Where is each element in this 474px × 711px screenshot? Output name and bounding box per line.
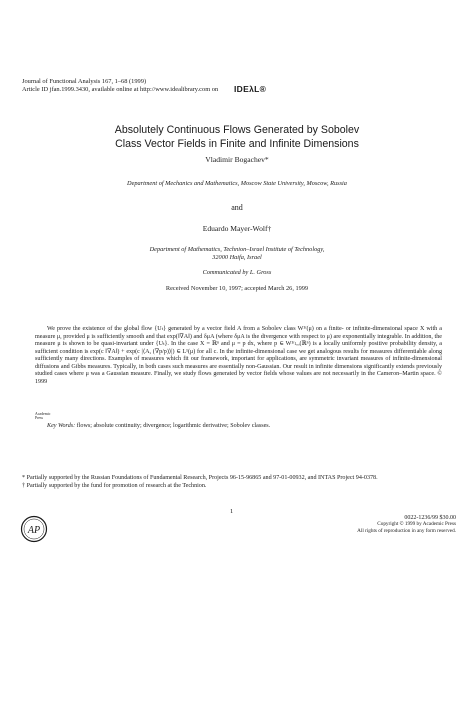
footnote-1: * Partially supported by the Russian Foundations of Fundamental Research, Projects 96-15-96865 and 97-01-00932, and INTAS Project 94-0378. (22, 475, 378, 481)
copyright-line: Copyright © 1999 by Academic Press (377, 521, 456, 528)
press-mark-line-1: Academic (35, 412, 51, 416)
affiliation-2-line-1: Department of Mathematics, Technion–Israel Institute of Technology, (149, 246, 325, 253)
academic-press-mark (35, 412, 50, 421)
page-number: 1 (230, 508, 234, 515)
journal-header (22, 78, 322, 94)
keywords (35, 423, 442, 431)
copyright-block (318, 515, 456, 534)
communicated-by: Communicated by L. Gross (202, 269, 272, 276)
abstract: We prove the existence of the global flow {Uₜ} generated by a vector field A from a Sobolev class W¹ʳ(μ) on a finite- or infinite-dimensional space X with a measure μ, provided μ is sufficiently smooth and that exp(‖∇A‖) and δμA (where δμA is the divergence with respect to μ) are exponentially integrable. In addition, the measure μ is shown to be quasi-invariant under {Uₜ}. In the case X = ℝⁿ and μ = p dx, where p ∈ W¹ʳₗₒₒ(ℝⁿ) is a locally uniformly positive probability density, a sufficient condition is exp(c ‖∇A‖) + exp(c |⟨A, (∇p/p)⟩|) ∈ L¹(μ) for all c. In the infinite-dimensional case we get analogous results for measures differentiable along sufficiently many directions. Examples of measures which fit our framework, important for applications, are symmetric invariant measures of infinite-dimensional diffusions and Gibbs measures. Typically, in both cases such measures are essentially non-Gaussian. Our result in infinite dimensions significantly extends previously studied cases where μ was a Gaussian measure. Finally, we study flows generated by vector fields whose values are not necessarily in the Cameron–Martin space. © 1999 (35, 326, 442, 385)
title-line-1: Absolutely Continuous Flows Generated by Sobolev (114, 124, 360, 136)
author-2: Eduardo Mayer-Wolf† (202, 224, 272, 233)
keywords-text: flows; absolute continuity; divergence; logarithmic derivative; Sobolev classes. (75, 423, 271, 429)
publisher-logo-letters: AP (27, 525, 41, 536)
press-mark-line-2: Press (35, 416, 44, 421)
affiliation-2 (22, 246, 452, 262)
keywords-label: Key Words: (47, 423, 76, 429)
received-dates: Received November 10, 1997; accepted March 26, 1999 (165, 285, 309, 292)
author-1: Vladimir Bogachev* (205, 155, 269, 164)
paper-title (22, 124, 452, 151)
affiliation-2-line-2: 32000 Haifa, Israel (212, 254, 262, 262)
ideal-library-logo: IDEλL® (234, 84, 267, 94)
journal-citation: Journal of Functional Analysis 167, 1–68 (1999) (22, 78, 147, 85)
rights-line: All rights of reproduction in any form reserved. (357, 527, 456, 534)
footnotes (22, 475, 452, 490)
author-conjunction: and (231, 203, 243, 212)
affiliation-1: Department of Mechanics and Mathematics, Moscow State University, Moscow, Russia (127, 180, 347, 187)
title-line-2: Class Vector Fields in Finite and Infinite Dimensions (115, 137, 359, 150)
academic-press-logo-icon (20, 515, 48, 548)
issn-price: 0022-1236/99 $30.00 (404, 515, 456, 521)
footnote-2: † Partially supported by the fund for promotion of research at the Technion. (22, 482, 207, 489)
article-id-line: Article ID jfan.1999.3430, available online at http://www.idealibrary.com on (22, 86, 219, 93)
